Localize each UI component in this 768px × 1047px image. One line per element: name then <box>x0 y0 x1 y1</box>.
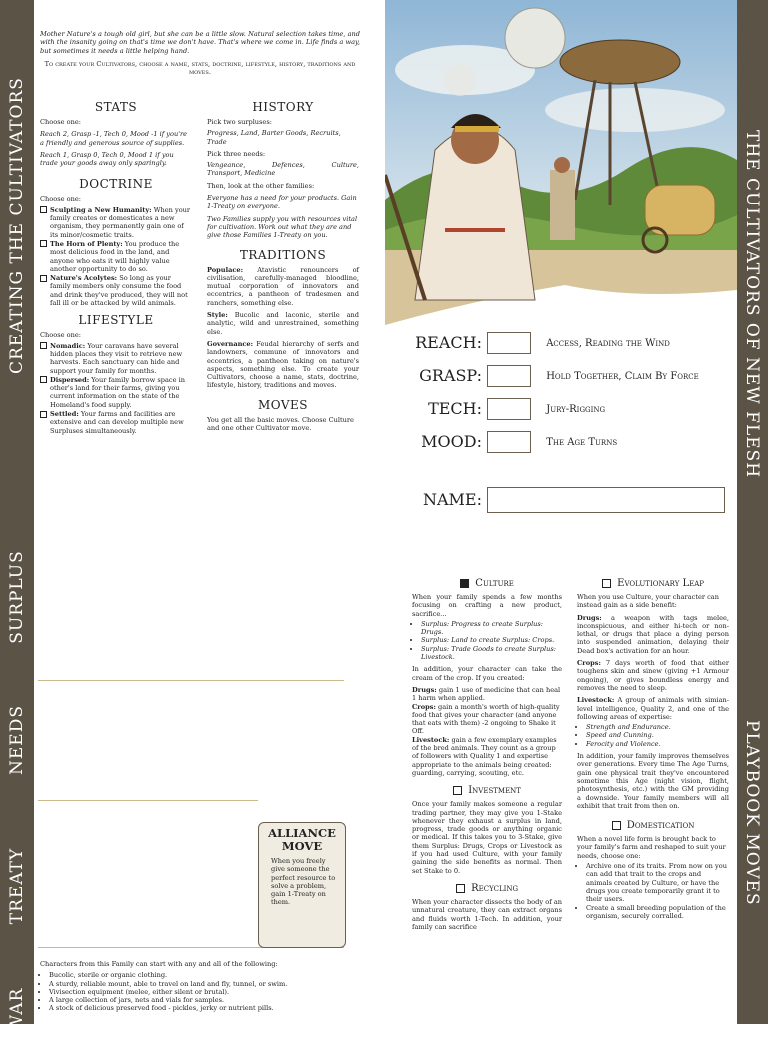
stats-heading: STATS <box>94 100 138 114</box>
history-heading: HISTORY <box>252 100 314 114</box>
middle-column <box>207 94 359 432</box>
checkbox-icon[interactable] <box>40 411 47 418</box>
evolutionary-area: • Ferocity and Violence. <box>586 740 729 748</box>
doctrine-list <box>40 206 192 308</box>
doctrine-option[interactable]: The Horn of Plenty: You produce the most delicious food in the land, and anyone who eats it will highly value another opportunity to do so. <box>40 240 192 273</box>
checkbox-icon[interactable] <box>40 275 47 282</box>
history-surpluses: Progress, Land, Barter Goods, Recruits, Trade <box>207 129 341 146</box>
history-needs-2: Transport, Medicine <box>207 169 276 178</box>
evolutionary-area: • Speed and Cunning. <box>586 731 729 739</box>
evolutionary-intro: When you use Culture, your character can instead gain as a side benefit: <box>577 593 719 610</box>
checkbox-icon[interactable] <box>40 240 47 247</box>
history-pick-surpluses: Pick two surpluses: <box>207 118 272 126</box>
recycling-text: When your character dissects the body of an unnatural creature, they can extract organs and fluids worth 1-Tech. In addition, your family can sacrifice <box>412 897 562 931</box>
traditions-heading: TRADITIONS <box>239 247 327 262</box>
tech-row <box>412 398 605 422</box>
gear-item: • Bucolic, sterile or organic clothing. <box>49 971 370 979</box>
history-pick-needs: Pick three needs: <box>207 149 266 158</box>
stats-choose: Choose one: <box>40 118 81 126</box>
investment-heading: Investment <box>412 785 562 796</box>
history-two-families: Two Families supply you with resources vital for cultivation. Work out what they are and give those Families 1-Treaty on you. <box>207 214 358 240</box>
moves-column-1 <box>412 572 562 931</box>
tech-moves: Jury-Rigging <box>546 403 606 415</box>
checkbox-icon[interactable] <box>453 786 462 795</box>
culture-addition: In addition, your character can take the cream of the crop. If you created: <box>412 665 562 682</box>
domestication-intro: When a novel life form is brought back to your family's farm and reshaped to suit your needs, choose one: <box>577 835 726 860</box>
name-row <box>412 487 725 513</box>
history-needs-1: Vengeance, Defences, Culture, <box>207 161 359 170</box>
sidebar-needs-label: NEEDS <box>7 705 27 775</box>
doctrine-option[interactable]: Nature's Acolytes: So long as your family members only consume the food and drink they've produced, they will not fall ill or be attacked by wild animals. <box>40 274 192 307</box>
sidebar-surplus-label: SURPLUS <box>7 550 27 644</box>
moves-heading: MOVES <box>257 397 309 412</box>
traditions-governance: Governance: Feudal hierarchy of serfs and landowners, commune of innovators and eccentrics, a pantheon taking on nature's aspects, something else. To create your Cultivators, choose a name, stats, doctrine, lifestyle, history, traditions and moves. <box>207 339 359 390</box>
alliance-heading: ALLIANCE MOVE <box>268 826 336 853</box>
gear-item: • A sturdy, reliable mount, able to travel on land and fly, tunnel, or swim. <box>49 980 370 988</box>
sidebar-creating-label: CREATING THE CULTIVATORS <box>7 77 27 374</box>
gear-item: • Vivisection equipment (melee, either silent or brutal). <box>49 988 370 996</box>
history-need-products: Everyone has a need for your products. Gain 1-Treaty on everyone. <box>207 194 357 211</box>
recycling-heading: Recycling <box>412 883 562 894</box>
name-input[interactable] <box>487 487 725 513</box>
domestication-item: • Archive one of its traits. From now on you can add that trait to the crops and animals created by Culture, or have the drugs you create temporarily grant it to their users. <box>586 862 729 903</box>
gear-block <box>40 960 370 1017</box>
grasp-label: GRASP: <box>419 365 482 385</box>
checkbox-icon[interactable] <box>40 342 47 349</box>
sidebar-war-label: WAR <box>7 987 27 1033</box>
checkbox-icon[interactable] <box>40 376 47 383</box>
stats-option-1: Reach 2, Grasp -1, Tech 0, Mood -1 if you're a friendly and generous source of supplies. <box>40 130 188 147</box>
mood-moves: The Age Turns <box>546 436 618 448</box>
reach-label: REACH: <box>415 332 482 352</box>
gear-list <box>40 971 370 1012</box>
gear-intro: Characters from this Family can start with any and all of the following: <box>40 960 278 968</box>
history-then: Then, look at the other families: <box>207 181 315 190</box>
traditions-style: Style: Bucolic and laconic, sterile and analytic, wild and unrestrained, something else. <box>207 311 359 336</box>
sidebar-treaty-label: TREATY <box>7 847 27 925</box>
lifestyle-choose: Choose one: <box>40 331 81 340</box>
culture-intro: When your family spends a few months focusing on crafting a new product, sacrifice... <box>412 593 562 618</box>
lifestyle-heading: LIFESTYLE <box>78 313 154 328</box>
evolutionary-heading: Evolutionary Leap <box>577 578 729 589</box>
cover-illustration <box>385 0 737 325</box>
domestication-heading: Domestication <box>577 820 729 831</box>
grasp-input[interactable] <box>487 365 531 387</box>
checkbox-icon[interactable] <box>612 821 621 830</box>
name-label: NAME: <box>422 489 482 509</box>
lifestyle-option[interactable]: Settled: Your farms and facilities are extensive and can develop multiple new Surpluses simultaneously. <box>40 410 192 435</box>
evolutionary-crops: Crops: 7 days worth of food that either toughens skin and sinew (giving +1 Armour ongoing), or gives boundless energy and removes the need to sleep. <box>577 659 729 692</box>
domestication-list <box>577 862 729 920</box>
mood-row <box>412 431 617 455</box>
checkbox-icon[interactable] <box>40 206 47 213</box>
alliance-move-box <box>258 822 346 948</box>
gear-item: • A stock of delicious preserved food - pickles, jerky or nutrient pills. <box>49 1004 370 1012</box>
doctrine-heading: DOCTRINE <box>79 177 153 192</box>
reach-row <box>412 332 670 356</box>
culture-crops: Crops: gain a month's worth of high-quality food that gives your character (and anyone that eats with them) -2 ongoing to Shake it Off. <box>412 702 560 736</box>
sidebar-playbook-label: PLAYBOOK MOVES <box>742 720 762 906</box>
alliance-text: When you freely give someone the perfect resource to solve a problem, gain 1-Treaty on them. <box>271 857 336 907</box>
evolutionary-drugs: Drugs: a weapon with tags melee, inconspicuous, and either hi-tech or non-lethal, or drugs that place a dying person into suspended animation, delaying their Dead box's activation for an hour. <box>577 613 729 655</box>
grasp-moves: Hold Together, Claim By Force <box>546 370 699 382</box>
culture-list <box>412 620 562 661</box>
tech-input[interactable] <box>487 398 531 420</box>
evolutionary-livestock: Livestock: A group of animals with simian-level intelligence, Quality 2, and one of the following areas of expertise: <box>577 696 729 721</box>
reach-input[interactable] <box>487 332 531 354</box>
culture-heading: Culture <box>412 578 562 589</box>
grasp-row <box>412 365 699 389</box>
gear-item: • A large collection of jars, nets and vials for samples. <box>49 996 370 1004</box>
moves-text: You get all the basic moves. Choose Culture and one other Cultivator move. <box>207 415 354 433</box>
doctrine-choose: Choose one: <box>40 195 81 204</box>
lifestyle-list <box>40 342 192 435</box>
evolutionary-area: • Strength and Endurance. <box>586 723 729 731</box>
tech-label: TECH: <box>428 398 482 418</box>
lifestyle-option[interactable]: Nomadic: Your caravans have several hidden places they visit to retrieve new harvests. Each sanctuary can hide and support your family for months. <box>40 342 192 375</box>
traditions-populace: Populace: Atavistic renouncers of civilisation, carefully-managed bloodline, mutual corporation of innovators and eccentrics, a pantheon of tradesmen and ranchers, something else. <box>207 265 359 307</box>
checked-box-icon[interactable] <box>460 579 469 588</box>
stats-option-2: Reach 1, Grasp 0, Tech 0, Mood 1 if you trade your goods away only sparingly. <box>40 150 174 168</box>
moves-column-2 <box>577 572 729 924</box>
reach-moves: Access, Reading the Wind <box>546 337 670 349</box>
culture-drugs: Drugs: gain 1 use of medicine that can heal 1 harm when applied. <box>412 685 561 703</box>
checkbox-icon[interactable] <box>602 579 611 588</box>
left-column <box>40 94 192 439</box>
intro-block <box>40 30 360 76</box>
checkbox-icon[interactable] <box>456 884 465 893</box>
investment-text: Once your family makes someone a regular trading partner, they may give you 1-Stake whenever they exhaust a surplus in land, progress, trade goods or anything organic or medical. If this takes you to 3-Stake, give them Surplus: Drugs, Crops or Livestock as if you had used Culture, with your family gaining the side benefits as normal. Then set Stake to 0. <box>412 800 562 875</box>
doctrine-option[interactable]: Sculpting a New Humanity: When your family creates or domesticates a new organism, they permanently gain one of its minor/cosmetic traits. <box>40 206 192 239</box>
culture-item: • Surplus: Land to create Surplus: Crops. <box>421 636 562 644</box>
evolutionary-addition: In addition, your family improves themselves over generations. Every time The Age Turns, gain one physical trait they've encountered sometime this Age (night vision, flight, photosynthesis, etc.) with the GM providing a downside. Your family members will all exhibit that trait from then on. <box>577 752 729 810</box>
mood-label: MOOD: <box>421 431 482 451</box>
sidebar-title-label: THE CULTIVATORS OF NEW FLESH <box>742 130 762 479</box>
divider-line <box>38 680 344 681</box>
domestication-item: • Create a small breeding population of the organism, securely corralled. <box>586 904 729 921</box>
evolutionary-areas <box>577 723 729 748</box>
intro-instruction: To create your Cultivators, choose a name, stats, doctrine, lifestyle, history, traditions and moves. <box>44 59 356 77</box>
intro-quote: Mother Nature's a tough old girl, but she can be a little slow. Natural selection takes time, and with the insanity going on that's time we don't have. That's where we come in. Life finds a way, but sometimes it needs a little helping hand. <box>40 30 360 55</box>
lifestyle-option[interactable]: Dispersed: Your family borrow space in other's land for their farms, giving you current information on the state of the Homeland's food supply. <box>40 376 192 409</box>
culture-item: • Surplus: Progress to create Surplus: Drugs. <box>421 620 562 637</box>
divider-line <box>38 800 258 801</box>
culture-livestock: Livestock: gain a few exemplary examples of the bred animals. They count as a group of followers with Quality 1 and expertise appropriate to the animals being created: guarding, carrying, scouting, etc. <box>412 735 557 777</box>
mood-input[interactable] <box>487 431 531 453</box>
culture-item: • Surplus: Trade Goods to create Surplus: Livestock. <box>421 645 562 662</box>
illustration-svg <box>385 0 737 325</box>
